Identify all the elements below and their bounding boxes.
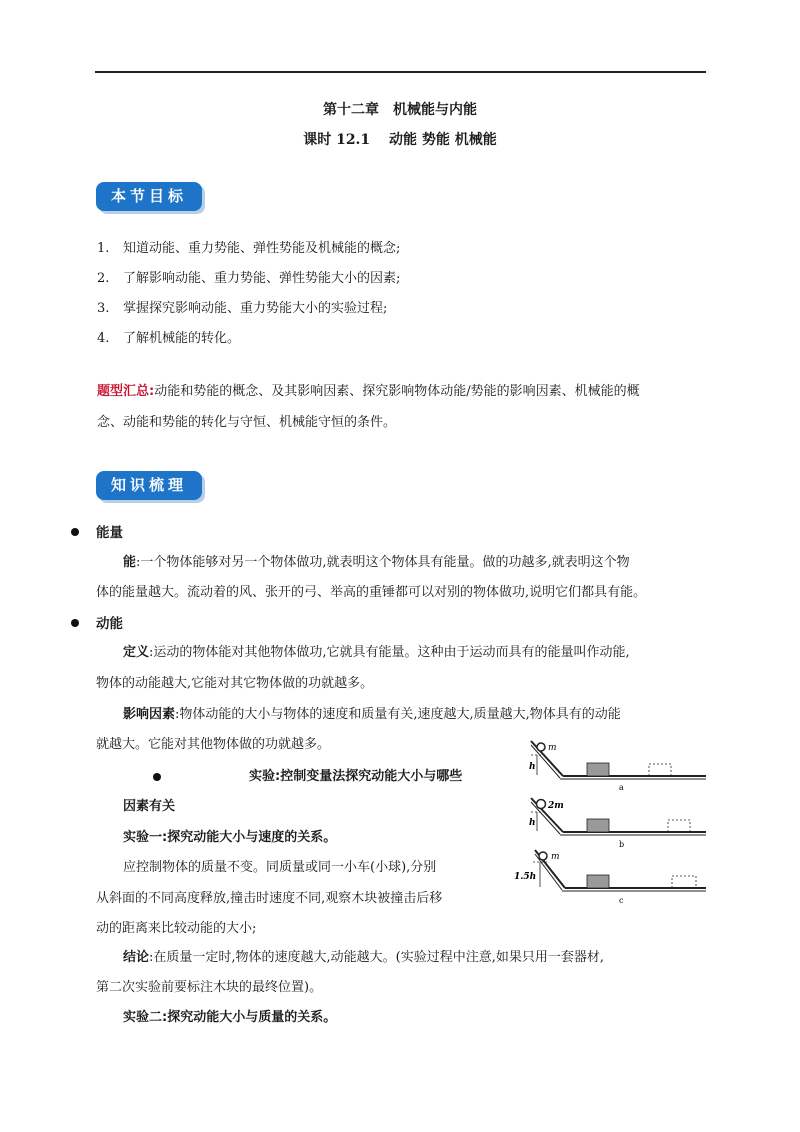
wood-block bbox=[587, 875, 609, 888]
svg-text:c: c bbox=[619, 896, 624, 905]
energy-line-2: 体的能量越大。流动着的风、张开的弓、举高的重锤都可以对别的物体做功,说明它们都具有能。 bbox=[96, 585, 647, 600]
wood-block bbox=[587, 819, 609, 832]
bullet-kinetic bbox=[71, 619, 79, 627]
section-knowledge-badge: 知识梳理 bbox=[96, 471, 202, 500]
bullet-energy bbox=[71, 528, 79, 536]
goal-item-3: 3. 掌握探究影响动能、重力势能大小的实验过程; bbox=[97, 301, 388, 316]
energy-line-1: 能:一个物体能够对另一个物体做功,就表明这个物体具有能量。做的功越多,就表明这个物 bbox=[123, 555, 630, 570]
chapter-title: 第十二章 机械能与内能 bbox=[323, 102, 477, 118]
goal-item-1: 1. 知道动能、重力势能、弹性势能及机械能的概念; bbox=[97, 241, 401, 256]
svg-text:b: b bbox=[619, 840, 625, 849]
definition-line-1: 定义:运动的物体能对其他物体做功,它就具有能量。这种由于运动而具有的能量叫作动能, bbox=[123, 645, 630, 660]
experiment-1-line-3: 动的距离来比较动能的大小; bbox=[96, 921, 257, 936]
experiment-1-line-2: 从斜面的不同高度释放,撞击时速度不同,观察木块被撞击后移 bbox=[96, 891, 443, 906]
wood-block bbox=[587, 763, 609, 776]
header-rule bbox=[95, 71, 706, 73]
bullet-experiment bbox=[153, 773, 161, 781]
goal-item-2: 2. 了解影响动能、重力势能、弹性势能大小的因素; bbox=[97, 271, 401, 286]
svg-text:h: h bbox=[529, 818, 536, 828]
goal-item-4: 4. 了解机械能的转化。 bbox=[97, 331, 241, 346]
summary-line-1: 题型汇总:动能和势能的概念、及其影响因素、探究影响物体动能/势能的影响因素、机械能的概 bbox=[97, 384, 640, 399]
conclusion-line-1: 结论:在质量一定时,物体的速度越大,动能越大。(实验过程中注意,如果只用一套器材, bbox=[123, 950, 604, 965]
summary-label: 题型汇总: bbox=[97, 384, 155, 399]
section-goals-badge: 本节目标 bbox=[96, 182, 202, 211]
diagram-panel-b bbox=[529, 798, 706, 849]
lesson-title: 课时 12.1 动能 势能 机械能 bbox=[303, 132, 497, 148]
heading-kinetic: 动能 bbox=[96, 616, 123, 632]
heading-energy: 能量 bbox=[96, 525, 123, 541]
svg-text:m: m bbox=[548, 743, 557, 753]
experiment-heading-a: 实验:控制变量法探究动能大小与哪些 bbox=[249, 769, 463, 784]
diagram-panel-c bbox=[514, 850, 706, 905]
ball-icon bbox=[537, 800, 546, 809]
experiment-1-title: 实验一:探究动能大小与速度的关系。 bbox=[123, 830, 337, 845]
ball-icon bbox=[537, 743, 545, 751]
definition-line-2: 物体的动能越大,它能对其它物体做的功就越多。 bbox=[96, 676, 374, 691]
diagram-panel-a bbox=[529, 741, 706, 792]
factor-line-2: 就越大。它能对其他物体做的功就越多。 bbox=[96, 737, 331, 752]
svg-text:a: a bbox=[619, 783, 624, 792]
ball-icon bbox=[539, 852, 547, 860]
conclusion-line-2: 第二次实验前要标注木块的最终位置)。 bbox=[96, 980, 323, 995]
svg-text:m: m bbox=[551, 852, 560, 862]
experiment-heading-b: 因素有关 bbox=[123, 799, 176, 814]
svg-text:2m: 2m bbox=[548, 801, 564, 811]
summary-line-2: 念、动能和势能的转化与守恒、机械能守恒的条件。 bbox=[97, 415, 397, 430]
svg-text:1.5h: 1.5h bbox=[514, 872, 537, 882]
kinetic-energy-experiment-diagram bbox=[513, 738, 713, 908]
experiment-1-line-1: 应控制物体的质量不变。同质量或同一小车(小球),分别 bbox=[123, 860, 437, 875]
svg-text:h: h bbox=[529, 762, 536, 772]
experiment-2-title: 实验二:探究动能大小与质量的关系。 bbox=[123, 1010, 337, 1025]
factor-line-1: 影响因素:物体动能的大小与物体的速度和质量有关,速度越大,质量越大,物体具有的动能 bbox=[123, 707, 621, 722]
